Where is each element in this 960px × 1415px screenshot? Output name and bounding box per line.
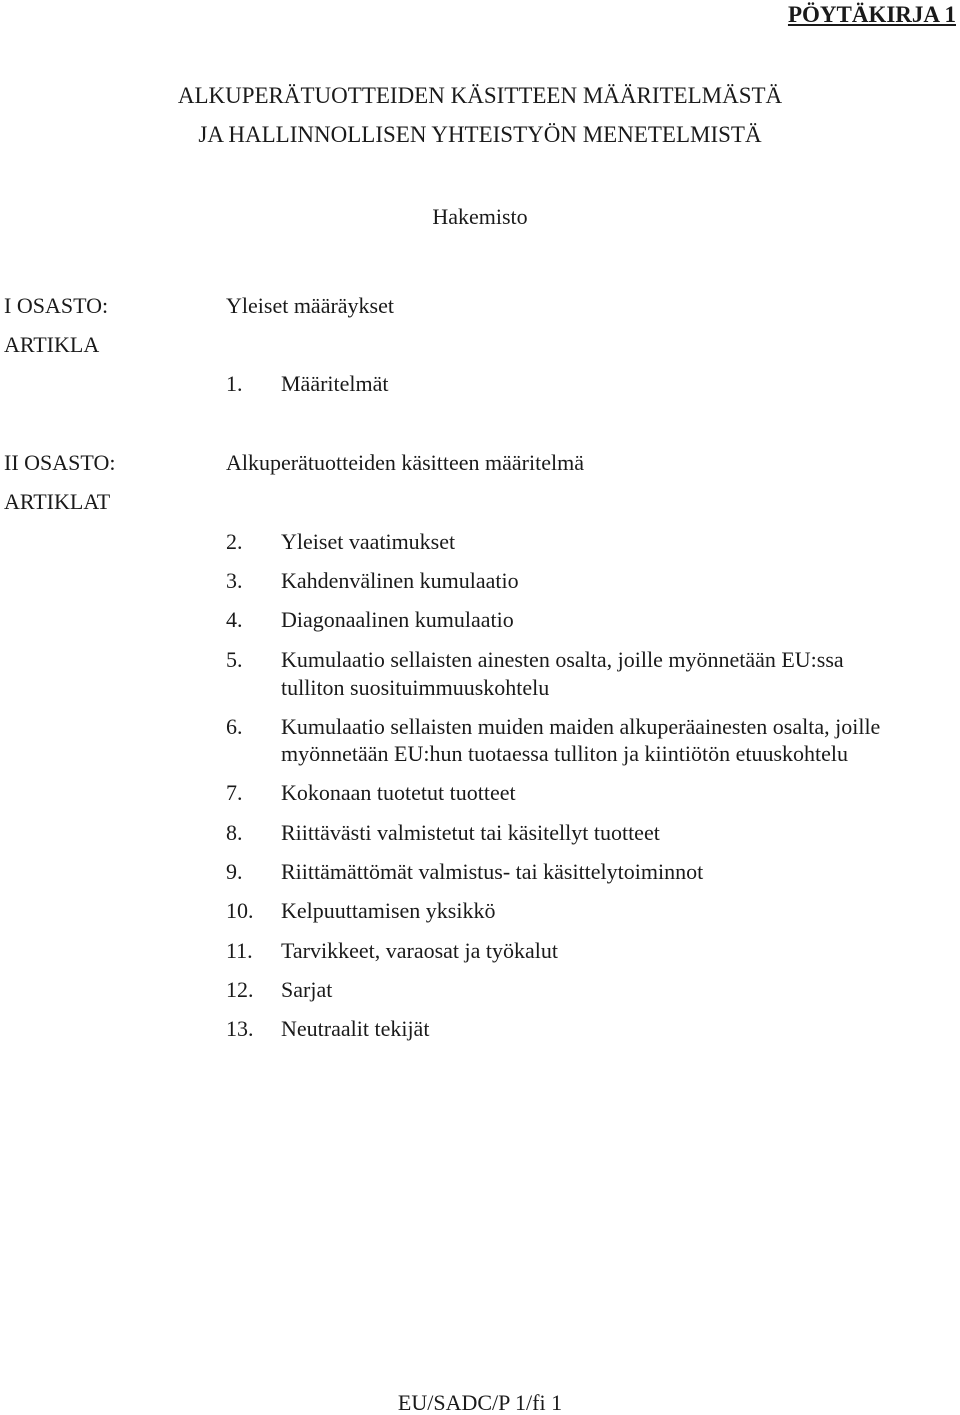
- page-footer-reference: EU/SADC/P 1/fi 1: [397, 1390, 563, 1415]
- article-title-continued: tulliton suosituimmuuskohtelu: [281, 675, 550, 700]
- article-number: 4.: [226, 607, 243, 632]
- article-title: Yleiset vaatimukset: [281, 529, 456, 554]
- article-title: Kumulaatio sellaisten ainesten osalta, joille myönnetään EU:ssa: [281, 647, 844, 672]
- article-number: 2.: [226, 529, 243, 554]
- section-1-articles-label: ARTIKLA: [4, 332, 100, 357]
- article-title: Diagonaalinen kumulaatio: [281, 607, 514, 632]
- article-number: 7.: [226, 780, 243, 805]
- article-number: 1.: [226, 371, 243, 396]
- section-1-label: I OSASTO:: [4, 293, 109, 318]
- article-number: 8.: [226, 820, 243, 845]
- article-number: 6.: [226, 714, 243, 739]
- article-title: Riittämättömät valmistus- tai käsittelytoiminnot: [281, 859, 704, 884]
- article-number: 3.: [226, 568, 243, 593]
- article-number: 12.: [226, 977, 254, 1002]
- section-2-title: Alkuperätuotteiden käsitteen määritelmä: [226, 450, 584, 475]
- article-number: 9.: [226, 859, 243, 884]
- article-title: Määritelmät: [281, 371, 389, 396]
- article-title: Sarjat: [281, 977, 333, 1002]
- article-title: Neutraalit tekijät: [281, 1016, 430, 1041]
- section-1-title: Yleiset määräykset: [226, 293, 394, 318]
- article-number: 5.: [226, 647, 243, 672]
- index-heading: Hakemisto: [432, 204, 528, 229]
- article-title: Kelpuuttamisen yksikkö: [281, 898, 496, 923]
- article-title-continued: myönnetään EU:hun tuotaessa tulliton ja kiintiötön etuuskohtelu: [281, 741, 849, 766]
- article-number: 10.: [226, 898, 254, 923]
- section-2-label: II OSASTO:: [4, 450, 116, 475]
- section-2-articles-label: ARTIKLAT: [4, 489, 111, 514]
- document-title-line-2: JA HALLINNOLLISEN YHTEISTYÖN MENETELMISTÄ: [198, 122, 762, 147]
- document-title-line-1: ALKUPERÄTUOTTEIDEN KÄSITTEEN MÄÄRITELMÄSTÄ: [177, 83, 783, 108]
- article-title: Riittävästi valmistetut tai käsitellyt tuotteet: [281, 820, 660, 845]
- article-title: Kokonaan tuotetut tuotteet: [281, 780, 516, 805]
- article-title: Tarvikkeet, varaosat ja työkalut: [281, 938, 559, 963]
- article-title: Kumulaatio sellaisten muiden maiden alkuperäainesten osalta, joille: [281, 714, 881, 739]
- article-number: 11.: [226, 938, 253, 963]
- protocol-label: PÖYTÄKIRJA 1: [787, 2, 956, 27]
- article-number: 13.: [226, 1016, 254, 1041]
- article-title: Kahdenvälinen kumulaatio: [281, 568, 519, 593]
